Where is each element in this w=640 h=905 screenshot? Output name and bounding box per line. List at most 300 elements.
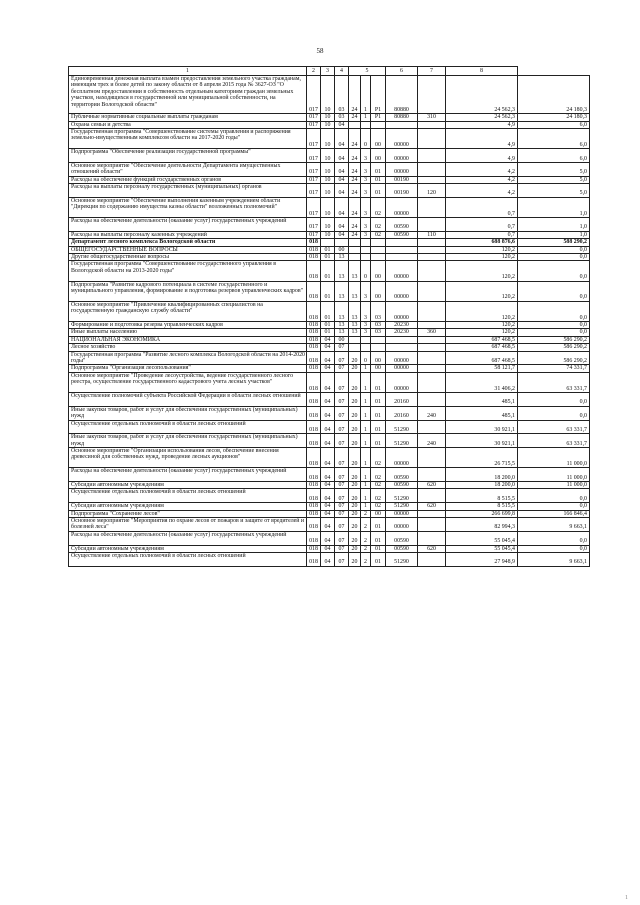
code-cell: 20 xyxy=(349,545,361,552)
amount-cell: 4,2 xyxy=(446,184,518,198)
code-cell xyxy=(386,344,418,351)
amount-cell: 586 290,2 xyxy=(518,344,590,351)
code-cell: 00000 xyxy=(386,149,418,163)
amount-cell: 11 000,0 xyxy=(518,468,590,482)
row-description: Государственная программа "Развитие лесного комплекса Вологодской области на 2014-2020 годы" xyxy=(69,351,307,365)
code-cell: 018 xyxy=(307,254,321,261)
code-cell: 018 xyxy=(307,261,321,281)
code-cell: 24 xyxy=(349,162,361,176)
code-cell: 13 xyxy=(335,329,349,336)
code-cell: 20 xyxy=(349,392,361,406)
table-row xyxy=(69,231,590,238)
code-cell xyxy=(418,176,446,183)
code-cell: 018 xyxy=(307,518,321,532)
code-cell: 02 xyxy=(371,231,386,238)
table-row xyxy=(69,301,590,321)
code-cell: 240 xyxy=(418,434,446,448)
table-body xyxy=(69,67,590,567)
amount-cell: 0,0 xyxy=(518,531,590,545)
code-cell xyxy=(418,351,446,365)
code-cell: 07 xyxy=(335,448,349,468)
code-cell: 07 xyxy=(335,351,349,365)
code-cell: 20230 xyxy=(386,329,418,336)
row-description: Другие общегосударственные вопросы xyxy=(69,254,307,261)
amount-cell: 11 000,0 xyxy=(518,482,590,489)
code-cell xyxy=(418,372,446,392)
code-cell xyxy=(371,246,386,253)
code-cell: 24 xyxy=(349,197,361,217)
code-cell: 3 xyxy=(361,281,371,301)
code-cell: 24 xyxy=(349,218,361,232)
code-cell: 018 xyxy=(307,489,321,503)
code-cell: 04 xyxy=(335,149,349,163)
amount-cell: 120,2 xyxy=(446,321,518,328)
code-cell: 018 xyxy=(307,510,321,517)
code-cell: 2 xyxy=(361,510,371,517)
code-cell: 02 xyxy=(371,197,386,217)
amount-cell: 82 994,3 xyxy=(446,518,518,532)
code-cell: 10 xyxy=(321,128,335,148)
code-cell xyxy=(418,468,446,482)
table-row xyxy=(69,468,590,482)
code-cell xyxy=(349,121,361,128)
table-row xyxy=(69,149,590,163)
code-cell: 00590 xyxy=(386,231,418,238)
code-cell: 24 xyxy=(349,128,361,148)
amount-cell: 31 406,2 xyxy=(446,372,518,392)
row-description: Государственная программа "Совершенствование системы управления и распоряжения земельно-имущественным комплексом области на 2017-2020 годы" xyxy=(69,128,307,148)
code-cell: 04 xyxy=(321,372,335,392)
code-cell: 24 xyxy=(349,114,361,121)
code-cell xyxy=(418,261,446,281)
table-row xyxy=(69,406,590,420)
row-description: Осуществление отдельных полномочий в области лесных отношений xyxy=(69,489,307,503)
table-row xyxy=(69,365,590,372)
amount-cell: 8 515,5 xyxy=(446,489,518,503)
code-cell: 10 xyxy=(321,184,335,198)
table-row xyxy=(69,281,590,301)
code-cell: 1 xyxy=(361,372,371,392)
code-cell: 017 xyxy=(307,76,321,114)
code-cell: 2 xyxy=(361,553,371,567)
code-cell: 20160 xyxy=(386,406,418,420)
code-cell: 017 xyxy=(307,197,321,217)
code-cell: 01 xyxy=(371,372,386,392)
table-row xyxy=(69,246,590,253)
code-cell: 04 xyxy=(335,176,349,183)
code-cell: 01 xyxy=(371,553,386,567)
table-row xyxy=(69,531,590,545)
table-row xyxy=(69,372,590,392)
code-cell: 018 xyxy=(307,482,321,489)
code-cell: 13 xyxy=(335,261,349,281)
row-description: Публичные нормативные социальные выплаты гражданам xyxy=(69,114,307,121)
code-cell xyxy=(418,321,446,328)
code-cell: 017 xyxy=(307,162,321,176)
code-cell: 20 xyxy=(349,468,361,482)
code-cell: 1 xyxy=(361,503,371,510)
code-cell: 13 xyxy=(335,321,349,328)
code-cell: 20 xyxy=(349,482,361,489)
code-cell: 00 xyxy=(371,149,386,163)
code-cell: 04 xyxy=(321,482,335,489)
code-cell: 07 xyxy=(335,531,349,545)
amount-cell: 24 180,3 xyxy=(518,114,590,121)
code-cell: 80880 xyxy=(386,114,418,121)
code-cell: 01 xyxy=(321,321,335,328)
table-row xyxy=(69,448,590,468)
row-description: Подпрограмма "Обеспечение реализации государственной программы" xyxy=(69,149,307,163)
code-cell: 13 xyxy=(349,261,361,281)
code-cell: 017 xyxy=(307,218,321,232)
amount-cell: 1,0 xyxy=(518,197,590,217)
code-cell xyxy=(418,128,446,148)
code-cell: 00000 xyxy=(386,448,418,468)
code-cell: 04 xyxy=(335,184,349,198)
code-cell: 0 xyxy=(361,261,371,281)
code-cell: 04 xyxy=(335,128,349,148)
code-cell: 10 xyxy=(321,149,335,163)
code-cell: 01 xyxy=(321,246,335,253)
table-row xyxy=(69,482,590,489)
code-cell xyxy=(418,489,446,503)
code-cell: 51290 xyxy=(386,553,418,567)
code-cell: 07 xyxy=(335,392,349,406)
code-cell: 620 xyxy=(418,545,446,552)
code-cell: 00 xyxy=(371,365,386,372)
amount-cell: 1,0 xyxy=(518,231,590,238)
code-cell xyxy=(361,344,371,351)
code-cell: 51290 xyxy=(386,489,418,503)
code-cell xyxy=(349,239,361,246)
code-cell: 20 xyxy=(349,510,361,517)
code-cell: 620 xyxy=(418,482,446,489)
code-cell: 03 xyxy=(335,76,349,114)
amount-cell: 0,0 xyxy=(518,321,590,328)
table-row xyxy=(69,121,590,128)
amount-cell: 5,0 xyxy=(518,176,590,183)
code-cell: 3 xyxy=(361,184,371,198)
code-cell xyxy=(371,254,386,261)
amount-cell: 687 468,5 xyxy=(446,336,518,343)
code-cell xyxy=(418,510,446,517)
code-cell xyxy=(418,420,446,434)
amount-cell: 120,2 xyxy=(446,281,518,301)
code-cell: 10 xyxy=(321,162,335,176)
amount-cell: 0,7 xyxy=(446,218,518,232)
amount-cell: 120,2 xyxy=(446,329,518,336)
amount-cell: 6,0 xyxy=(518,128,590,148)
code-cell: 1 xyxy=(361,482,371,489)
table-row xyxy=(69,510,590,517)
amount-cell: 18 200,0 xyxy=(446,468,518,482)
code-cell: 2 xyxy=(361,518,371,532)
code-cell: 04 xyxy=(321,545,335,552)
code-cell: 018 xyxy=(307,503,321,510)
code-cell: 018 xyxy=(307,344,321,351)
code-cell: 0 xyxy=(361,351,371,365)
table-header-row xyxy=(69,67,590,76)
amount-cell: 0,0 xyxy=(518,246,590,253)
table-row xyxy=(69,420,590,434)
code-cell: 3 xyxy=(361,149,371,163)
code-cell: 80880 xyxy=(386,76,418,114)
code-cell: 20 xyxy=(349,503,361,510)
code-cell: 20 xyxy=(349,365,361,372)
table-row xyxy=(69,239,590,246)
code-cell: 04 xyxy=(335,218,349,232)
code-cell: 07 xyxy=(335,503,349,510)
table-row xyxy=(69,351,590,365)
header-cell: 6 xyxy=(386,67,418,76)
header-cell: 2 xyxy=(307,67,321,76)
code-cell: P1 xyxy=(371,76,386,114)
code-cell xyxy=(418,149,446,163)
code-cell: 03 xyxy=(371,329,386,336)
code-cell: 018 xyxy=(307,392,321,406)
amount-cell: 688 876,6 xyxy=(446,239,518,246)
amount-cell: 0,0 xyxy=(518,406,590,420)
code-cell xyxy=(361,336,371,343)
code-cell xyxy=(371,336,386,343)
header-cell: 8 xyxy=(446,67,518,76)
amount-cell: 588 290,2 xyxy=(518,239,590,246)
code-cell: 1 xyxy=(361,448,371,468)
row-description: Основное мероприятие "Привлечение квалифицированных специалистов на государственную гражданскую службу области" xyxy=(69,301,307,321)
code-cell xyxy=(335,239,349,246)
table-row xyxy=(69,197,590,217)
code-cell: 01 xyxy=(321,261,335,281)
code-cell: 24 xyxy=(349,176,361,183)
code-cell: 51290 xyxy=(386,503,418,510)
code-cell xyxy=(371,121,386,128)
code-cell: 07 xyxy=(335,344,349,351)
code-cell: 018 xyxy=(307,336,321,343)
code-cell: 018 xyxy=(307,239,321,246)
code-cell: 620 xyxy=(418,503,446,510)
row-description: ОБЩЕГОСУДАРСТВЕННЫЕ ВОПРОСЫ xyxy=(69,246,307,253)
table-row xyxy=(69,114,590,121)
amount-cell: 4,2 xyxy=(446,176,518,183)
row-description: Субсидии автономным учреждениям xyxy=(69,545,307,552)
code-cell: 00000 xyxy=(386,301,418,321)
code-cell: 018 xyxy=(307,329,321,336)
code-cell: 00000 xyxy=(386,510,418,517)
row-description: Расходы на выплаты персоналу казенных учреждений xyxy=(69,231,307,238)
row-description: Охрана семьи и детства xyxy=(69,121,307,128)
code-cell xyxy=(386,121,418,128)
code-cell: 20230 xyxy=(386,321,418,328)
row-description: Иные закупки товаров, работ и услуг для обеспечения государственных (муниципальных) нужд xyxy=(69,434,307,448)
code-cell: 01 xyxy=(371,392,386,406)
code-cell: 3 xyxy=(361,162,371,176)
code-cell: 017 xyxy=(307,176,321,183)
code-cell: 018 xyxy=(307,365,321,372)
code-cell: 018 xyxy=(307,372,321,392)
table-row xyxy=(69,321,590,328)
code-cell: 07 xyxy=(335,434,349,448)
row-description: Подпрограмма "Сохранение лесов" xyxy=(69,510,307,517)
code-cell: 01 xyxy=(371,531,386,545)
row-description: Иные закупки товаров, работ и услуг для обеспечения государственных (муниципальных) нужд xyxy=(69,406,307,420)
code-cell: 120 xyxy=(418,184,446,198)
code-cell: 3 xyxy=(361,197,371,217)
code-cell: 20 xyxy=(349,531,361,545)
code-cell: 07 xyxy=(335,545,349,552)
amount-cell: 26 715,5 xyxy=(446,448,518,468)
code-cell: 07 xyxy=(335,372,349,392)
code-cell: 03 xyxy=(335,114,349,121)
amount-cell: 4,2 xyxy=(446,162,518,176)
code-cell: 04 xyxy=(321,406,335,420)
code-cell: 01 xyxy=(371,406,386,420)
table-row xyxy=(69,184,590,198)
code-cell: 51290 xyxy=(386,420,418,434)
code-cell: 20 xyxy=(349,406,361,420)
code-cell: 20 xyxy=(349,434,361,448)
code-cell xyxy=(371,239,386,246)
code-cell: 00000 xyxy=(386,372,418,392)
amount-cell: 0,0 xyxy=(518,392,590,406)
code-cell: 20 xyxy=(349,553,361,567)
code-cell: 13 xyxy=(335,281,349,301)
code-cell: 04 xyxy=(335,231,349,238)
row-description: Основное мероприятие "Организация использования лесов, обеспечение внесения древесиной для собственных нужд, проведение лесных аукционов" xyxy=(69,448,307,468)
code-cell: 04 xyxy=(321,503,335,510)
code-cell xyxy=(418,553,446,567)
code-cell: 02 xyxy=(371,503,386,510)
code-cell: 0 xyxy=(361,128,371,148)
code-cell: 04 xyxy=(321,392,335,406)
amount-cell: 0,0 xyxy=(518,254,590,261)
amount-cell: 120,2 xyxy=(446,254,518,261)
code-cell: 00 xyxy=(371,128,386,148)
code-cell xyxy=(418,162,446,176)
amount-cell: 11 000,0 xyxy=(518,448,590,468)
table-row xyxy=(69,503,590,510)
code-cell: 10 xyxy=(321,121,335,128)
code-cell: 20 xyxy=(349,420,361,434)
code-cell: 018 xyxy=(307,531,321,545)
table-row xyxy=(69,218,590,232)
code-cell: 10 xyxy=(321,114,335,121)
code-cell: 310 xyxy=(418,114,446,121)
code-cell: 3 xyxy=(361,218,371,232)
amount-cell: 0,0 xyxy=(518,301,590,321)
amount-cell: 63 331,7 xyxy=(518,372,590,392)
code-cell: 24 xyxy=(349,184,361,198)
amount-cell: 0,0 xyxy=(518,281,590,301)
amount-cell: 120,2 xyxy=(446,261,518,281)
code-cell: 01 xyxy=(371,420,386,434)
code-cell xyxy=(361,121,371,128)
amount-cell: 74 331,7 xyxy=(518,365,590,372)
code-cell: 04 xyxy=(321,420,335,434)
code-cell xyxy=(321,239,335,246)
amount-cell: 24 180,3 xyxy=(518,76,590,114)
code-cell: 1 xyxy=(361,434,371,448)
amount-cell: 8 515,5 xyxy=(446,503,518,510)
code-cell: 00000 xyxy=(386,281,418,301)
code-cell: 110 xyxy=(418,231,446,238)
table-row xyxy=(69,518,590,532)
code-cell: 02 xyxy=(371,468,386,482)
amount-cell: 27 948,9 xyxy=(446,553,518,567)
code-cell: 3 xyxy=(361,176,371,183)
code-cell: 04 xyxy=(335,197,349,217)
code-cell xyxy=(418,344,446,351)
code-cell: 00 xyxy=(371,351,386,365)
amount-cell: 0,7 xyxy=(446,231,518,238)
code-cell: 00 xyxy=(371,281,386,301)
table-row xyxy=(69,329,590,336)
code-cell: 00000 xyxy=(386,128,418,148)
amount-cell: 18 200,0 xyxy=(446,482,518,489)
table-row xyxy=(69,545,590,552)
code-cell: 018 xyxy=(307,301,321,321)
code-cell xyxy=(418,197,446,217)
row-description: Расходы на обеспечение функций государственных органов xyxy=(69,176,307,183)
code-cell xyxy=(349,246,361,253)
table-row xyxy=(69,128,590,148)
code-cell: 02 xyxy=(371,482,386,489)
code-cell: 04 xyxy=(321,489,335,503)
amount-cell: 6,0 xyxy=(518,121,590,128)
code-cell: 02 xyxy=(371,218,386,232)
code-cell: 018 xyxy=(307,420,321,434)
code-cell: 04 xyxy=(321,336,335,343)
row-description: Подпрограмма "Организация лесопользования" xyxy=(69,365,307,372)
table-row xyxy=(69,176,590,183)
corner-mark: 1 xyxy=(625,895,628,901)
amount-cell: 485,1 xyxy=(446,406,518,420)
code-cell: 018 xyxy=(307,553,321,567)
code-cell xyxy=(418,392,446,406)
table-row xyxy=(69,489,590,503)
row-description: Осуществление отдельных полномочий в области лесных отношений xyxy=(69,553,307,567)
code-cell: 00000 xyxy=(386,518,418,532)
row-description: Основное мероприятие "Обеспечение деятельности Департамента имущественных отношений области" xyxy=(69,162,307,176)
amount-cell: 120,2 xyxy=(446,301,518,321)
code-cell: 018 xyxy=(307,246,321,253)
amount-cell: 586 290,2 xyxy=(518,336,590,343)
code-cell: 1 xyxy=(361,489,371,503)
code-cell: 20 xyxy=(349,518,361,532)
code-cell: 2 xyxy=(361,531,371,545)
row-description: Единовременная денежная выплата взамен предоставления земельного участка гражданам, имеющим трех и более детей по закону области от 8 апреля 2015 года № 3627-ОЗ "О бесплатном предоставлении в собственность отдельным категориям граждан земельных участков, находящихся в государственной или муниципальной собственности, на территории Вологодской области" xyxy=(69,76,307,114)
amount-cell: 63 331,7 xyxy=(518,434,590,448)
code-cell: 017 xyxy=(307,128,321,148)
code-cell: 20 xyxy=(349,489,361,503)
amount-cell: 5,0 xyxy=(518,184,590,198)
code-cell: 13 xyxy=(349,329,361,336)
code-cell: 07 xyxy=(335,420,349,434)
amount-cell: 9 663,1 xyxy=(518,518,590,532)
row-description: Иные выплаты населению xyxy=(69,329,307,336)
code-cell: 2 xyxy=(361,545,371,552)
code-cell: 3 xyxy=(361,231,371,238)
code-cell: 018 xyxy=(307,468,321,482)
table-row xyxy=(69,336,590,343)
code-cell: 07 xyxy=(335,468,349,482)
row-description: Осуществление полномочий субъекта Российской Федерации в области лесных отношений xyxy=(69,392,307,406)
amount-cell: 30 921,1 xyxy=(446,434,518,448)
table-row xyxy=(69,162,590,176)
code-cell: 00000 xyxy=(386,162,418,176)
code-cell xyxy=(418,365,446,372)
code-cell: 01 xyxy=(371,545,386,552)
code-cell: 00 xyxy=(371,261,386,281)
